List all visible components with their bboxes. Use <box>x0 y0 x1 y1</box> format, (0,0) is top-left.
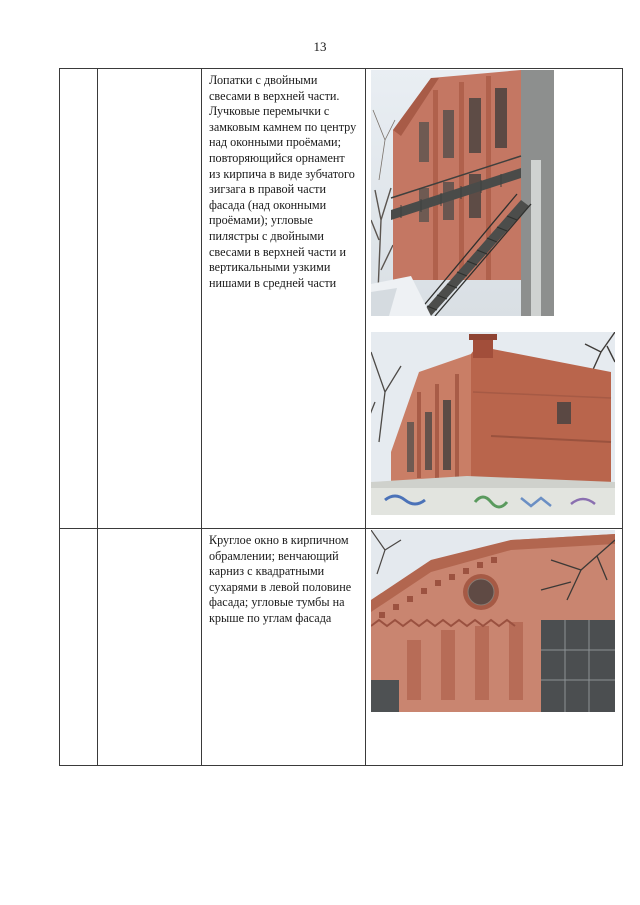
description-text: Лопатки с двойными свесами в верхней части. Лучковые перемычки с замковым камнем по центру над оконными проёмами; повторяющийся орнамент из кирпича в виде зубчатого зигзага в правой части фасада (над оконными проёмами); угловые пилястры с двойными свесами в верхней части и вертикальными узкими нишами в средней части <box>209 73 357 290</box>
cell-photos <box>366 529 623 766</box>
cell-number <box>60 529 98 766</box>
cell-description <box>202 69 366 529</box>
facade-staircase-photo <box>371 70 554 316</box>
cell-element <box>98 69 202 529</box>
table-row <box>60 69 623 529</box>
cell-photos <box>366 69 623 529</box>
cell-description <box>202 529 366 766</box>
round-window-photo <box>371 530 615 712</box>
cell-number <box>60 69 98 529</box>
cell-element <box>98 529 202 766</box>
building-corner-photo <box>371 332 615 515</box>
table-row <box>60 529 623 766</box>
facade-elements-table <box>59 68 623 766</box>
page-number: 13 <box>313 39 327 54</box>
description-text: Круглое окно в кирпичном обрамлении; венчающий карниз с квадратными сухарями в левой половине фасада; угловые тумбы на крыше по углам фасада <box>209 533 352 625</box>
